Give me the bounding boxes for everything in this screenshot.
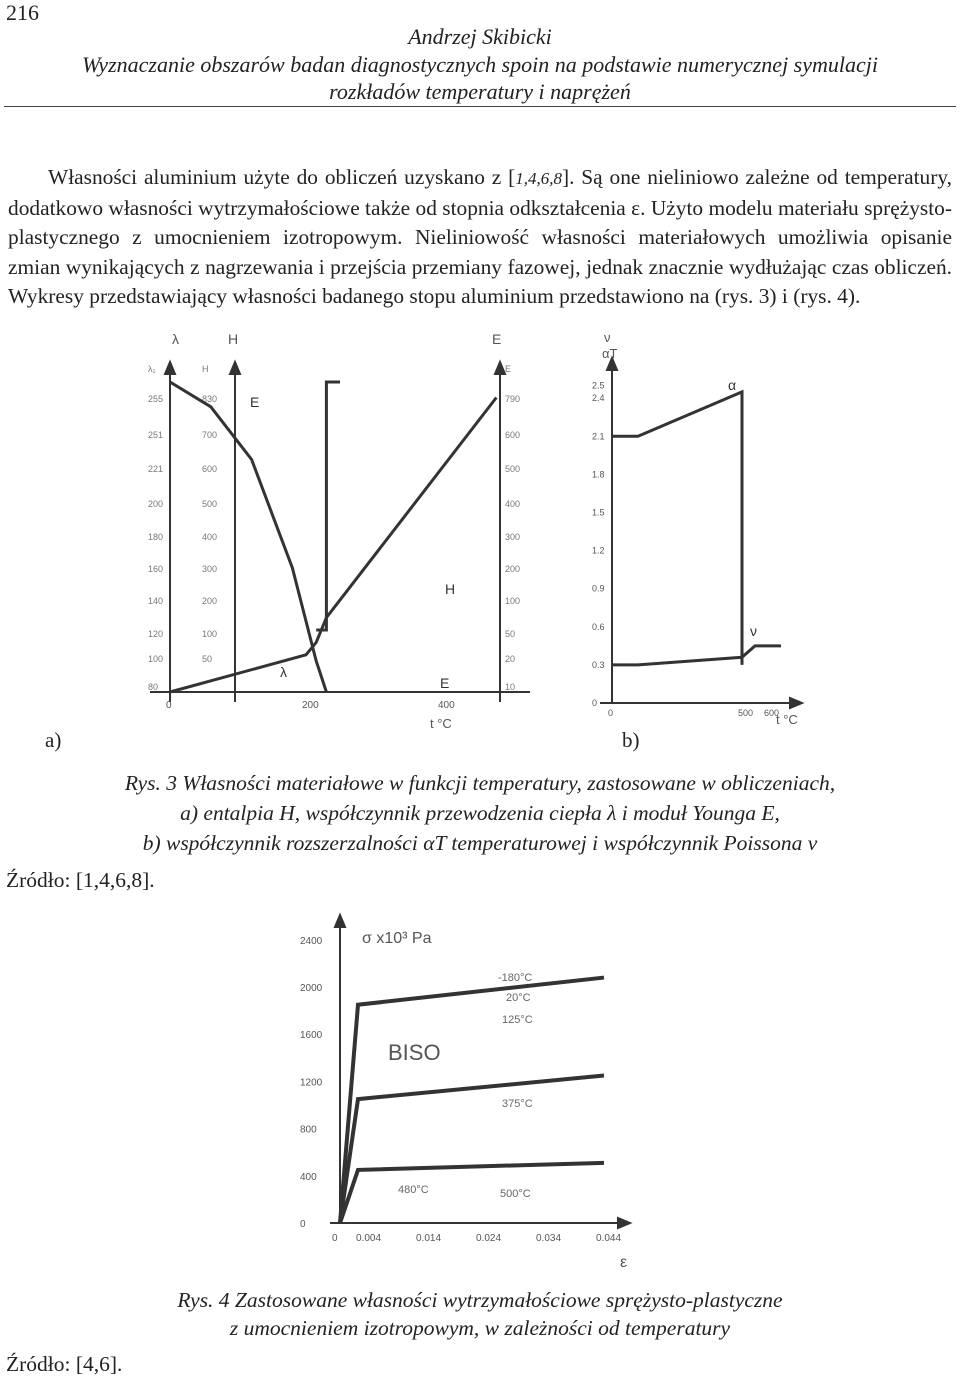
svg-text:600: 600: [202, 464, 218, 474]
svg-text:221: 221: [148, 464, 164, 474]
svg-text:50: 50: [202, 654, 213, 664]
svg-text:100: 100: [505, 596, 521, 606]
fig4-title: σ x10³ Pa: [362, 930, 432, 947]
svg-text:300: 300: [202, 564, 218, 574]
body-text-b: ]. Są one nieliniowo zależne od temperatury, dodatkowo własności wytrzymałościowe także od stopnia odkształcenia ε. Użyto modelu materiału sprężysto-plastycznego z umocnieniem izotropowym. Nieliniowość własności materiałowych umożliwia opisanie zmian wynikających z nagrzewania i przejścia przemiany fazowej, jednak znacznie wydłużając czas obliczeń. Wykresy przedstawiający własności badanego stopu aluminium przedstawiono na (rys. 3) i (rys. 4).: [8, 165, 953, 308]
fig4-ytick: 2400: [300, 935, 323, 947]
caption-alpha: αT: [423, 831, 447, 855]
fig4-ytick: 2000: [300, 983, 323, 994]
svg-text:200: 200: [505, 564, 521, 574]
fig4-ytick: 1200: [300, 1077, 323, 1089]
header-title-line1: Wyznaczanie obszarów badan diagnostycznych spoin na podstawie numerycznej symulacji: [82, 52, 878, 77]
fig3a-series-2: [170, 398, 496, 693]
fig3a-series-1: [170, 382, 326, 692]
svg-text:E: E: [505, 364, 512, 374]
fig3b-series-1: [612, 392, 742, 665]
svg-text:830: 830: [202, 394, 218, 404]
fig3b-xtick: 0: [608, 708, 614, 718]
arrow-t: [790, 698, 802, 708]
fig3a-axis-label-h: H: [228, 332, 239, 347]
arrow-lambda: [165, 362, 175, 374]
svg-text:140: 140: [148, 596, 164, 606]
fig3a-xlabel: t °C: [430, 716, 452, 731]
figure4-caption-line1: Rys. 4 Zastosowane własności wytrzymałościowe sprężysto-plastyczne: [177, 1288, 783, 1312]
caption-line3-b: temperaturowej i współczynnik Poissona: [446, 831, 808, 855]
fig3a-xtick: 0: [166, 700, 172, 711]
fig3b-ytick: 0.3: [592, 659, 605, 670]
caption-line3-a: b) współczynnik rozszerzalności: [142, 831, 424, 855]
fig3a-xtick: 200: [302, 700, 319, 711]
fig4-annotation-biso: BISO: [388, 1040, 441, 1065]
svg-text:700: 700: [202, 430, 218, 440]
figure3b-label: b): [622, 728, 640, 752]
figure4-source: Źródło: [4,6].: [6, 1352, 123, 1376]
fig4-series-label: 480°C: [398, 1184, 429, 1196]
caption-nu: ν: [807, 831, 818, 855]
page-number: 216: [6, 0, 39, 25]
svg-text:400: 400: [505, 499, 521, 509]
body-text-a: Własności aluminium użyte do obliczeń uzyskano z [: [48, 165, 516, 189]
fig3b-label-nu: ν: [750, 623, 757, 639]
svg-text:λ₁: λ₁: [148, 364, 156, 374]
fig4-series-1: [340, 978, 604, 1223]
svg-text:400: 400: [202, 532, 218, 542]
fig4-xtick: 0.014: [416, 1233, 442, 1244]
figure3a-label: a): [45, 728, 62, 752]
fig4-ytick: 400: [300, 1171, 317, 1183]
fig3a-label-e-bottom: E: [440, 675, 450, 691]
svg-text:180: 180: [148, 532, 164, 542]
figure4-caption-line2: z umocnieniem izotropowym, w zależności od temperatury: [229, 1316, 731, 1340]
fig3b-ytick: 1.8: [592, 469, 605, 480]
figure3-source: Źródło: [1,4,6,8].: [6, 868, 155, 892]
svg-text:500: 500: [202, 499, 218, 509]
svg-text:120: 120: [148, 629, 164, 639]
fig4-xtick: 0.034: [536, 1233, 562, 1244]
fig3b-ytick: 1.5: [592, 507, 605, 518]
svg-text:200: 200: [202, 596, 218, 606]
fig3b-ytick: 2.5: [592, 380, 605, 391]
fig4-ytick: 1600: [300, 1030, 323, 1042]
svg-text:H: H: [202, 364, 209, 374]
svg-text:20: 20: [505, 654, 516, 664]
fig3a-axis-label-lambda: λ: [172, 332, 179, 347]
fig4-series-label: 500°C: [500, 1188, 531, 1200]
fig3b-ytick: 2.4: [592, 393, 605, 404]
fig4-xtick: 0.044: [596, 1233, 622, 1244]
body-paragraph: [8, 163, 952, 312]
fig3a-label-lambda: λ: [280, 664, 287, 680]
svg-text:200: 200: [148, 499, 164, 509]
citation-link[interactable]: 1,4,6,8: [515, 169, 562, 188]
fig3b-xtick: 500: [738, 708, 754, 718]
figure3a-chart: [140, 332, 540, 732]
figure3-caption-line2: a) entalpia H, współczynnik przewodzenia ciepła λ i moduł Younga E,: [180, 801, 780, 825]
svg-text:500: 500: [505, 464, 521, 474]
fig4-series-label: 375°C: [502, 1098, 533, 1110]
svg-text:251: 251: [148, 430, 164, 440]
header-author: Andrzej Skibicki: [408, 24, 552, 49]
fig4-ytick: 0: [300, 1219, 306, 1230]
svg-text:600: 600: [505, 430, 521, 440]
svg-text:300: 300: [505, 532, 521, 542]
fig3a-xtick: 400: [438, 700, 455, 711]
fig3a-label-h: H: [445, 581, 456, 597]
svg-text:100: 100: [202, 629, 218, 639]
header-rule: [4, 106, 956, 107]
svg-text:50: 50: [505, 629, 516, 639]
fig3b-ytick: 1.2: [592, 545, 605, 556]
fig3b-ytick: 0: [592, 698, 598, 708]
fig4-series-label: 20°C: [506, 992, 531, 1004]
svg-text:10: 10: [505, 682, 516, 692]
fig3a-label-e-top: E: [250, 394, 260, 410]
fig4-xlabel: ε: [620, 1254, 628, 1271]
fig4-series-label: 125°C: [502, 1014, 533, 1026]
fig3a-series-3: [316, 382, 340, 630]
svg-text:80: 80: [148, 682, 159, 692]
fig3b-axis-label-nu: ν: [604, 330, 611, 345]
fig3b-xlabel: t °C: [776, 712, 798, 727]
fig3b-series-2: [612, 646, 781, 665]
fig3b-ytick: 2.1: [592, 431, 605, 442]
fig4-ytick: 800: [300, 1124, 317, 1136]
arrow-h: [230, 362, 240, 374]
fig4-series-2: [340, 1076, 604, 1224]
fig4-xtick: 0: [332, 1233, 338, 1244]
svg-text:790: 790: [505, 394, 521, 404]
arrow-e: [495, 362, 505, 374]
fig3a-axis-label-e: E: [492, 332, 502, 347]
figure4-chart: [280, 905, 680, 1275]
fig3b-label-alpha: α: [728, 377, 737, 393]
svg-text:160: 160: [148, 564, 164, 574]
figure3-caption-line1: Rys. 3 Własności materiałowe w funkcji temperatury, zastosowane w obliczeniach,: [124, 771, 836, 795]
header-title-line2: rozkładów temperatury i naprężeń: [329, 79, 631, 104]
svg-text:255: 255: [148, 394, 164, 404]
fig4-xtick: 0.004: [356, 1233, 382, 1244]
arrow-epsilon: [618, 1218, 630, 1228]
arrow-sigma: [335, 915, 345, 927]
fig3b-axis-label-alpha: αT: [602, 346, 618, 361]
fig4-series-3: [340, 1163, 604, 1223]
fig4-xtick: 0.024: [476, 1233, 502, 1244]
fig3b-ytick: 0.6: [592, 621, 605, 632]
figure3b-chart: [590, 328, 810, 738]
figure3-caption-line3: [0, 828, 960, 858]
fig4-series-label: -180°C: [498, 972, 533, 984]
fig3b-xtick: 600: [764, 708, 780, 718]
svg-text:100: 100: [148, 654, 164, 664]
fig3b-ytick: 0.9: [592, 583, 605, 594]
